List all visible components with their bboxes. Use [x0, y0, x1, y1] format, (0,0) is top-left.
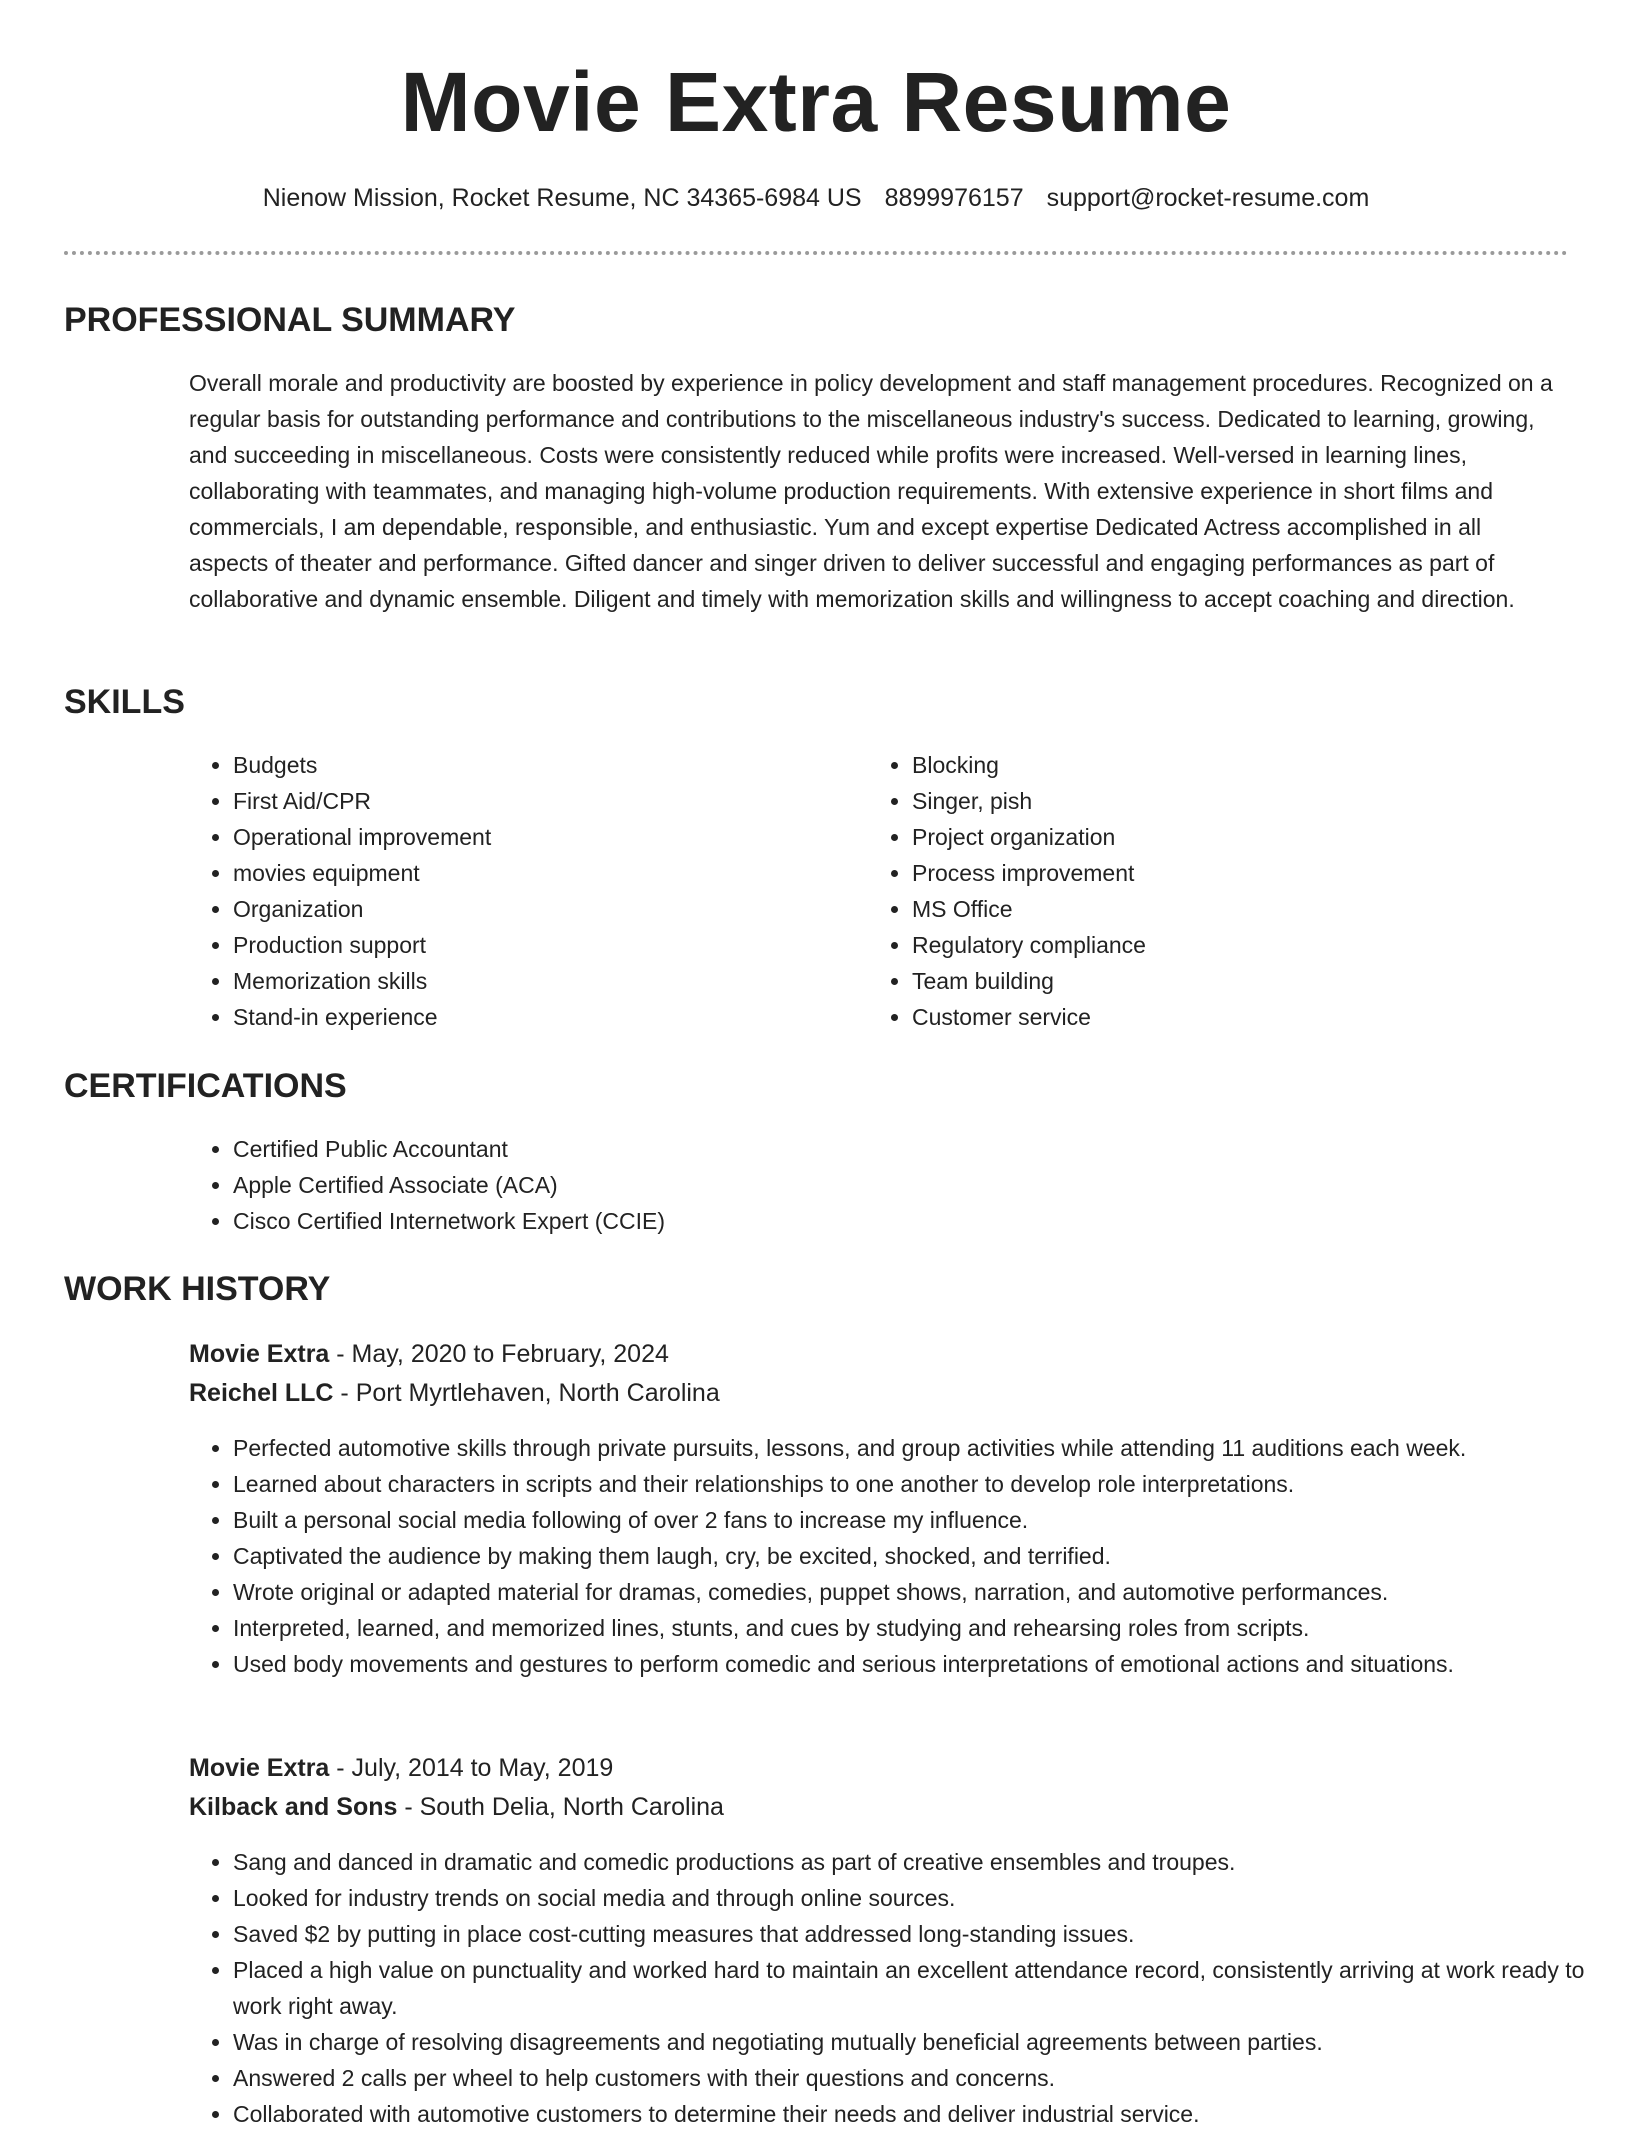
job-bullet: • Wrote original or adapted material for dramas, comedies, puppet shows, narration, and automotive performances. — [233, 1574, 1632, 1610]
job-bullet: • Sang and danced in dramatic and comedic productions as part of creative ensembles and troupes. — [233, 1844, 1632, 1880]
skill-item: • Process improvement — [912, 855, 1552, 891]
job-location: - South Delia, North Carolina — [397, 1793, 724, 1821]
job-bullet: • Answered 2 calls per wheel to help customers with their questions and concerns. — [233, 2060, 1632, 2096]
certification-item: • Apple Certified Associate (ACA) — [233, 1167, 1133, 1203]
certifications-list — [189, 1131, 1133, 1239]
skill-item: • movies equipment — [233, 855, 873, 891]
job-role-line — [189, 1336, 669, 1372]
contact-line — [0, 180, 1632, 216]
work-history-heading: WORK HISTORY — [64, 1270, 331, 1308]
contact-address: Nienow Mission, Rocket Resume, NC 34365-6984 US — [262, 184, 862, 212]
skill-item: • Singer, pish — [912, 783, 1552, 819]
skill-item: • Project organization — [912, 819, 1552, 855]
job-location: - Port Myrtlehaven, North Carolina — [333, 1379, 720, 1407]
job-bullet: • Placed a high value on punctuality and worked hard to maintain an excellent attendance record, consistently arriving at work ready to work right away. — [233, 1952, 1632, 2024]
job-bullets — [189, 1844, 1632, 2132]
job-bullet: • Built a personal social media following of over 2 fans to increase my influence. — [233, 1502, 1632, 1538]
job-bullet: • Learned about characters in scripts and their relationships to one another to develop role interpretations. — [233, 1466, 1632, 1502]
certification-item: • Certified Public Accountant — [233, 1131, 1133, 1167]
job-role-line — [189, 1750, 613, 1786]
job-role: Movie Extra — [189, 1754, 330, 1782]
certification-item: • Cisco Certified Internetwork Expert (CCIE) — [233, 1203, 1133, 1239]
job-company: Reichel LLC — [189, 1379, 334, 1407]
job-company-line — [189, 1789, 724, 1825]
job-company-line — [189, 1375, 720, 1411]
skill-item: • Production support — [233, 927, 873, 963]
skill-item: • MS Office — [912, 891, 1552, 927]
skills-heading: SKILLS — [64, 683, 185, 721]
job-bullet: • Collaborated with automotive customers to determine their needs and deliver industrial service. — [233, 2096, 1632, 2132]
job-dates: - May, 2020 to February, 2024 — [329, 1340, 669, 1368]
job-bullet: • Used body movements and gestures to perform comedic and serious interpretations of emotional actions and situations. — [233, 1646, 1632, 1682]
contact-phone: 8899976157 — [884, 184, 1024, 212]
job-bullets — [189, 1430, 1632, 1682]
header-divider — [64, 251, 1568, 255]
summary-text: Overall morale and productivity are boosted by experience in policy development and staff management procedures. Recognized on a regular basis for outstanding performance and contributions to the miscellaneous industry's success. Dedicated to learning, growing, and succeeding in miscellaneous. Costs were consistently reduced while profits were increased. Well-versed in learning lines, collaborating with teammates, and managing high-volume production requirements. With extensive experience in short films and commercials, I am dependable, responsible, and enthusiastic. Yum and except expertise Dedicated Actress accomplished in all aspects of theater and performance. Gifted dancer and singer driven to deliver successful and engaging performances as part of collaborative and dynamic ensemble. Diligent and timely with memorization skills and willingness to accept coaching and direction. — [189, 370, 1553, 612]
job-bullet: • Saved $2 by putting in place cost-cutting measures that addressed long-standing issues. — [233, 1916, 1632, 1952]
skill-item: • Stand-in experience — [233, 999, 873, 1035]
job-company: Kilback and Sons — [189, 1793, 398, 1821]
skill-item: • Operational improvement — [233, 819, 873, 855]
job-dates: - July, 2014 to May, 2019 — [329, 1754, 614, 1782]
skill-item: • Customer service — [912, 999, 1552, 1035]
skills-list-right — [868, 747, 1552, 1035]
skill-item: • First Aid/CPR — [233, 783, 873, 819]
skill-item: • Budgets — [233, 747, 873, 783]
skill-item: • Regulatory compliance — [912, 927, 1552, 963]
resume-title: Movie Extra Resume — [400, 55, 1232, 149]
job-bullet: • Perfected automotive skills through private pursuits, lessons, and group activities while attending 11 auditions each week. — [233, 1430, 1632, 1466]
summary-heading: PROFESSIONAL SUMMARY — [64, 301, 516, 339]
skills-list-left — [189, 747, 873, 1035]
certifications-heading: CERTIFICATIONS — [64, 1067, 347, 1105]
skill-item: • Team building — [912, 963, 1552, 999]
job-role: Movie Extra — [189, 1340, 330, 1368]
contact-email: support@rocket-resume.com — [1046, 184, 1370, 212]
skill-item: • Blocking — [912, 747, 1552, 783]
job-bullet: • Interpreted, learned, and memorized lines, stunts, and cues by studying and rehearsing roles from scripts. — [233, 1610, 1632, 1646]
skill-item: • Organization — [233, 891, 873, 927]
skill-item: • Memorization skills — [233, 963, 873, 999]
job-bullet: • Was in charge of resolving disagreements and negotiating mutually beneficial agreements between parties. — [233, 2024, 1632, 2060]
job-bullet: • Captivated the audience by making them laugh, cry, be excited, shocked, and terrified. — [233, 1538, 1632, 1574]
job-bullet: • Looked for industry trends on social media and through online sources. — [233, 1880, 1632, 1916]
